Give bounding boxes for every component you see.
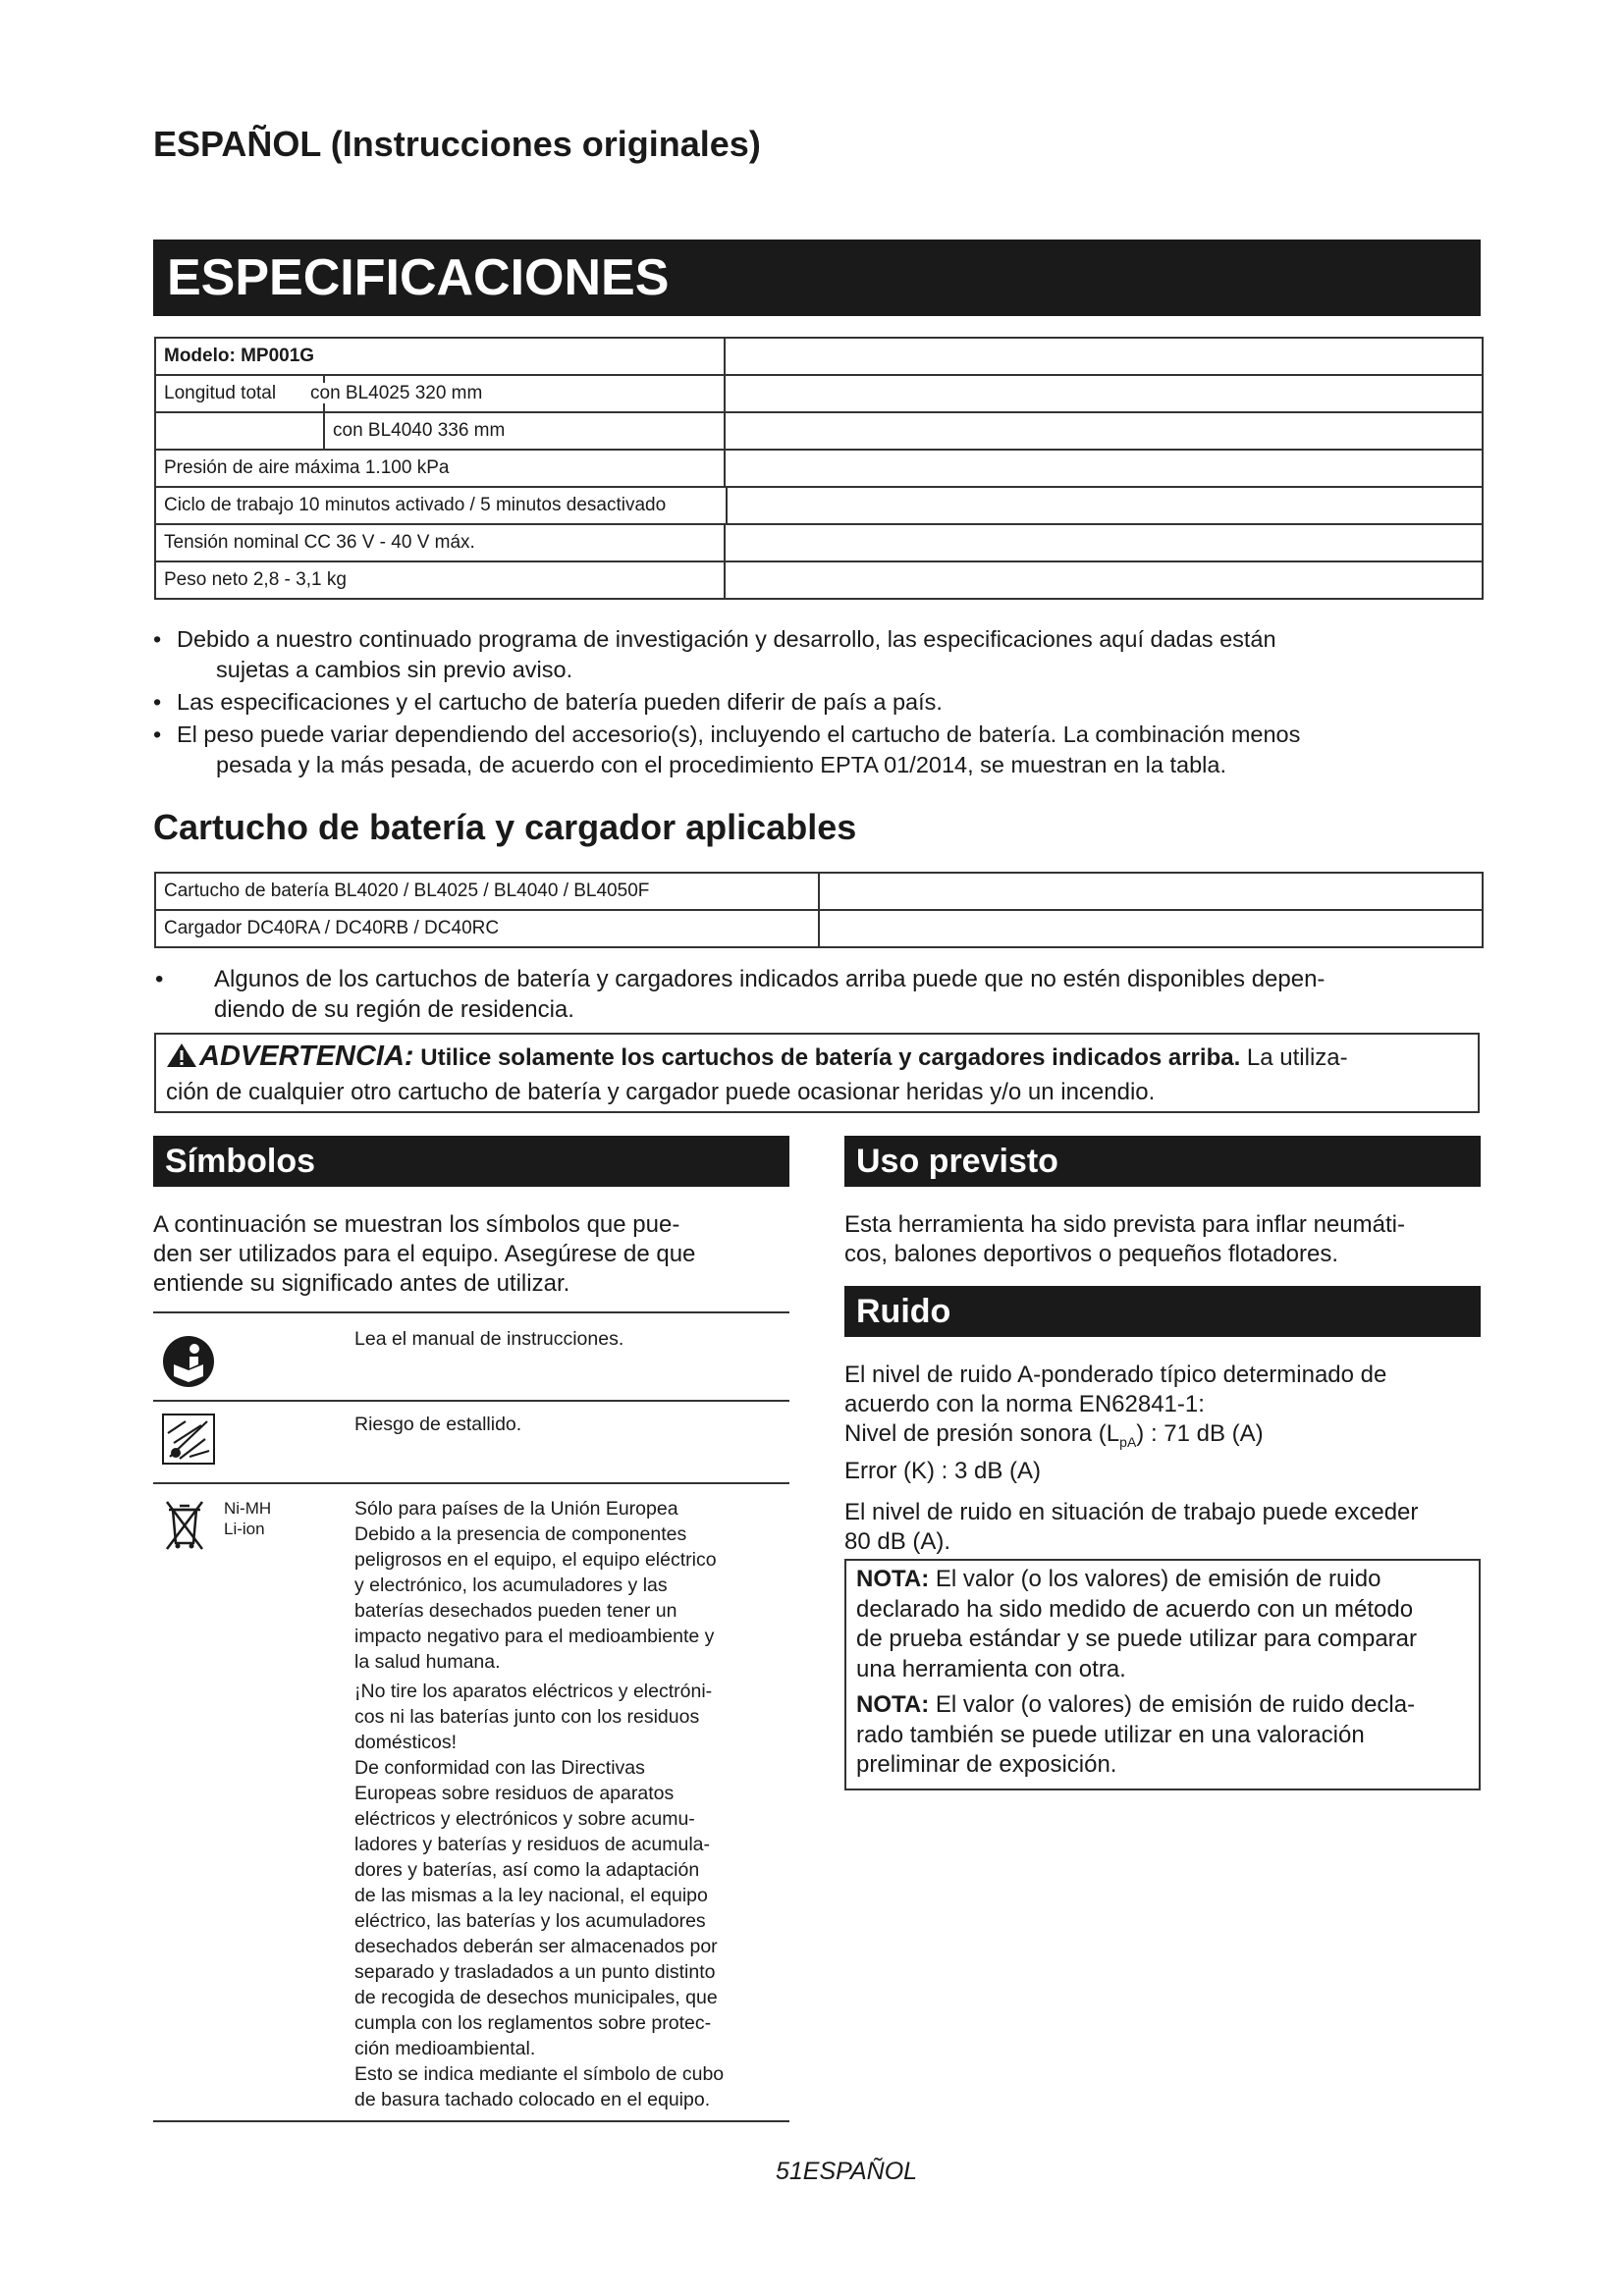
table-row: [153, 1311, 789, 1402]
crossed-bin-icon: [163, 1498, 206, 1556]
symbols-table: [153, 1311, 789, 2116]
specifications-heading: ESPECIFICACIONES: [153, 240, 1481, 316]
list-item: • Debido a nuestro continuado programa de investigación y desarrollo, las especificaciones aquí dadas están sujetas a cambios sin previo aviso.: [153, 626, 1276, 682]
list-item: • Las especificaciones y el cartucho de batería pueden diferir de país a país.: [153, 689, 943, 715]
table-cell: [725, 524, 1483, 561]
length-value-1: con BL4025 320 mm: [309, 375, 710, 412]
table-cell: [725, 375, 1483, 412]
table-row: [155, 412, 1483, 450]
note-label: NOTA:: [856, 1691, 930, 1718]
list-item: • El peso puede variar dependiendo del accesorio(s), incluyendo el cartucho de batería. La combinación menos pesada y la más pesada, de acuerdo con el procedimiento EPTA 01/2014, se muestran en la tabla.: [153, 721, 1301, 777]
warning-text-line2: ción de cualquier otro cartucho de batería y cargador puede ocasionar heridas y/o un incendio.: [166, 1079, 1156, 1105]
warning-box: [154, 1033, 1480, 1113]
read-manual-text: Lea el manual de instrucciones.: [354, 1328, 624, 1350]
table-row: [153, 1482, 789, 2122]
table-row: [155, 910, 1483, 947]
table-cell: [725, 561, 1483, 599]
page-number: 51ESPAÑOL: [776, 2158, 918, 2185]
warning-text: La utiliza-: [1246, 1044, 1348, 1071]
table-row: [155, 450, 1483, 487]
warning-title: ADVERTENCIA:: [199, 1041, 414, 1072]
read-manual-icon: [162, 1335, 215, 1393]
table-cell: [725, 412, 1483, 450]
eu-disposal-text: Sólo para países de la Unión Europea Debido a la presencia de componentes peligrosos en el equipo, el equipo eléctrico y electrónico, los acumuladores y las baterías desechados pueden tener un impacto negativo para el medioambiente y la salud humana. ¡No tire los aparatos eléctricos y electróni- cos ni las baterías junto con los residuos domésticos! De conformidad con las Directivas Europeas sobre residuos de aparatos eléctricos y electrónicos y sobre acumu- ladores y baterías y residuos de acumula- dores y baterías, así como la adaptación de las mismas a la ley nacional, el equipo eléctrico, las baterías y los acumuladores desechados deberán ser almacenados por separado y trasladados a un punto distinto de recogida de desechos municipales, que cumpla con los reglamentos sobre protec- ción medioambiental. Esto se indica mediante el símbolo de cubo de basura tachado colocado en el equipo.: [354, 1498, 725, 2110]
table-cell: [819, 910, 1483, 947]
table-row: [155, 873, 1483, 910]
battery-cartridge-row: Cartucho de batería BL4020 / BL4025 / BL4040 / BL4050F: [155, 873, 819, 910]
pressure-row: Presión de aire máxima 1.100 kPa: [155, 450, 725, 487]
symbols-heading: Símbolos: [153, 1136, 789, 1187]
table-cell: [155, 412, 324, 450]
intended-use-heading: Uso previsto: [844, 1136, 1481, 1187]
warning-icon: [166, 1042, 197, 1077]
length-value-2: con BL4040 336 mm: [324, 412, 725, 450]
warning-bold-text: Utilice solamente los cartuchos de batería y cargadores indicados arriba.: [420, 1044, 1241, 1071]
battery-table: [154, 872, 1484, 948]
table-row: [155, 561, 1483, 599]
table-row: [155, 524, 1483, 561]
specifications-table: [154, 337, 1484, 600]
length-label: Longitud total: [155, 375, 324, 412]
table-row: [153, 1400, 789, 1484]
burst-risk-text: Riesgo de estallido.: [354, 1414, 522, 1435]
symbols-intro: A continuación se muestran los símbolos que pue- den ser utilizados para el equipo. Asegúrese de que entiende su significado antes de utilizar.: [153, 1211, 696, 1297]
table-row: [155, 375, 1483, 412]
page-language-title: ESPAÑOL (Instrucciones originales): [153, 124, 761, 164]
table-row: [155, 487, 1483, 524]
noise-heading: Ruido: [844, 1286, 1481, 1337]
table-cell: [725, 338, 1483, 375]
sound-pressure-level: Nivel de presión sonora $(L_{pA})$ : 71 dB (A): [844, 1420, 1264, 1450]
burst-risk-icon: [162, 1414, 215, 1469]
intended-use-text: Esta herramienta ha sido prevista para inflar neumáti- cos, balones deportivos o pequeños flotadores.: [844, 1211, 1405, 1267]
battery-types: Ni-MH Li-ion: [224, 1499, 272, 1538]
duty-cycle-row: Ciclo de trabajo 10 minutos activado / 5 minutos desactivado: [155, 487, 1483, 524]
battery-note: • Algunos de los cartuchos de batería y cargadores indicados arriba puede que no estén disponibles depen- diendo de su región de residencia.: [155, 966, 1326, 1023]
specifications-notes: [153, 624, 1481, 780]
note-box: NOTA: El valor (o los valores) de emisión de ruido declarado ha sido medido de acuerdo con un método de prueba estándar y se puede utilizar para comparar una herramienta con otra. NOTA: El valor (o valores) de emisión de ruido decla- rado también se puede utilizar en una valoración preliminar de exposición.: [844, 1559, 1481, 1790]
noise-error: Error (K) : 3 dB (A): [844, 1457, 1042, 1484]
table-cell: [819, 873, 1483, 910]
voltage-row: Tensión nominal CC 36 V - 40 V máx.: [155, 524, 725, 561]
note-label: NOTA:: [856, 1566, 930, 1592]
charger-row: Cargador DC40RA / DC40RB / DC40RC: [155, 910, 819, 947]
battery-heading: Cartucho de batería y cargador aplicables: [153, 807, 857, 847]
weight-row: Peso neto 2,8 - 3,1 kg: [155, 561, 725, 599]
table-cell: [725, 450, 1483, 487]
model-label: Modelo: MP001G: [155, 338, 725, 375]
table-row: [155, 338, 1483, 375]
noise-text: El nivel de ruido A-ponderado típico determinado de acuerdo con la norma EN62841-1: Nivel de presión sonora $(L_{pA})$ : 71 dB (A) Error (K) : 3 dB (A) El nivel de ruido en situación de trabajo puede exceder 80 dB (A).: [844, 1361, 1481, 1557]
